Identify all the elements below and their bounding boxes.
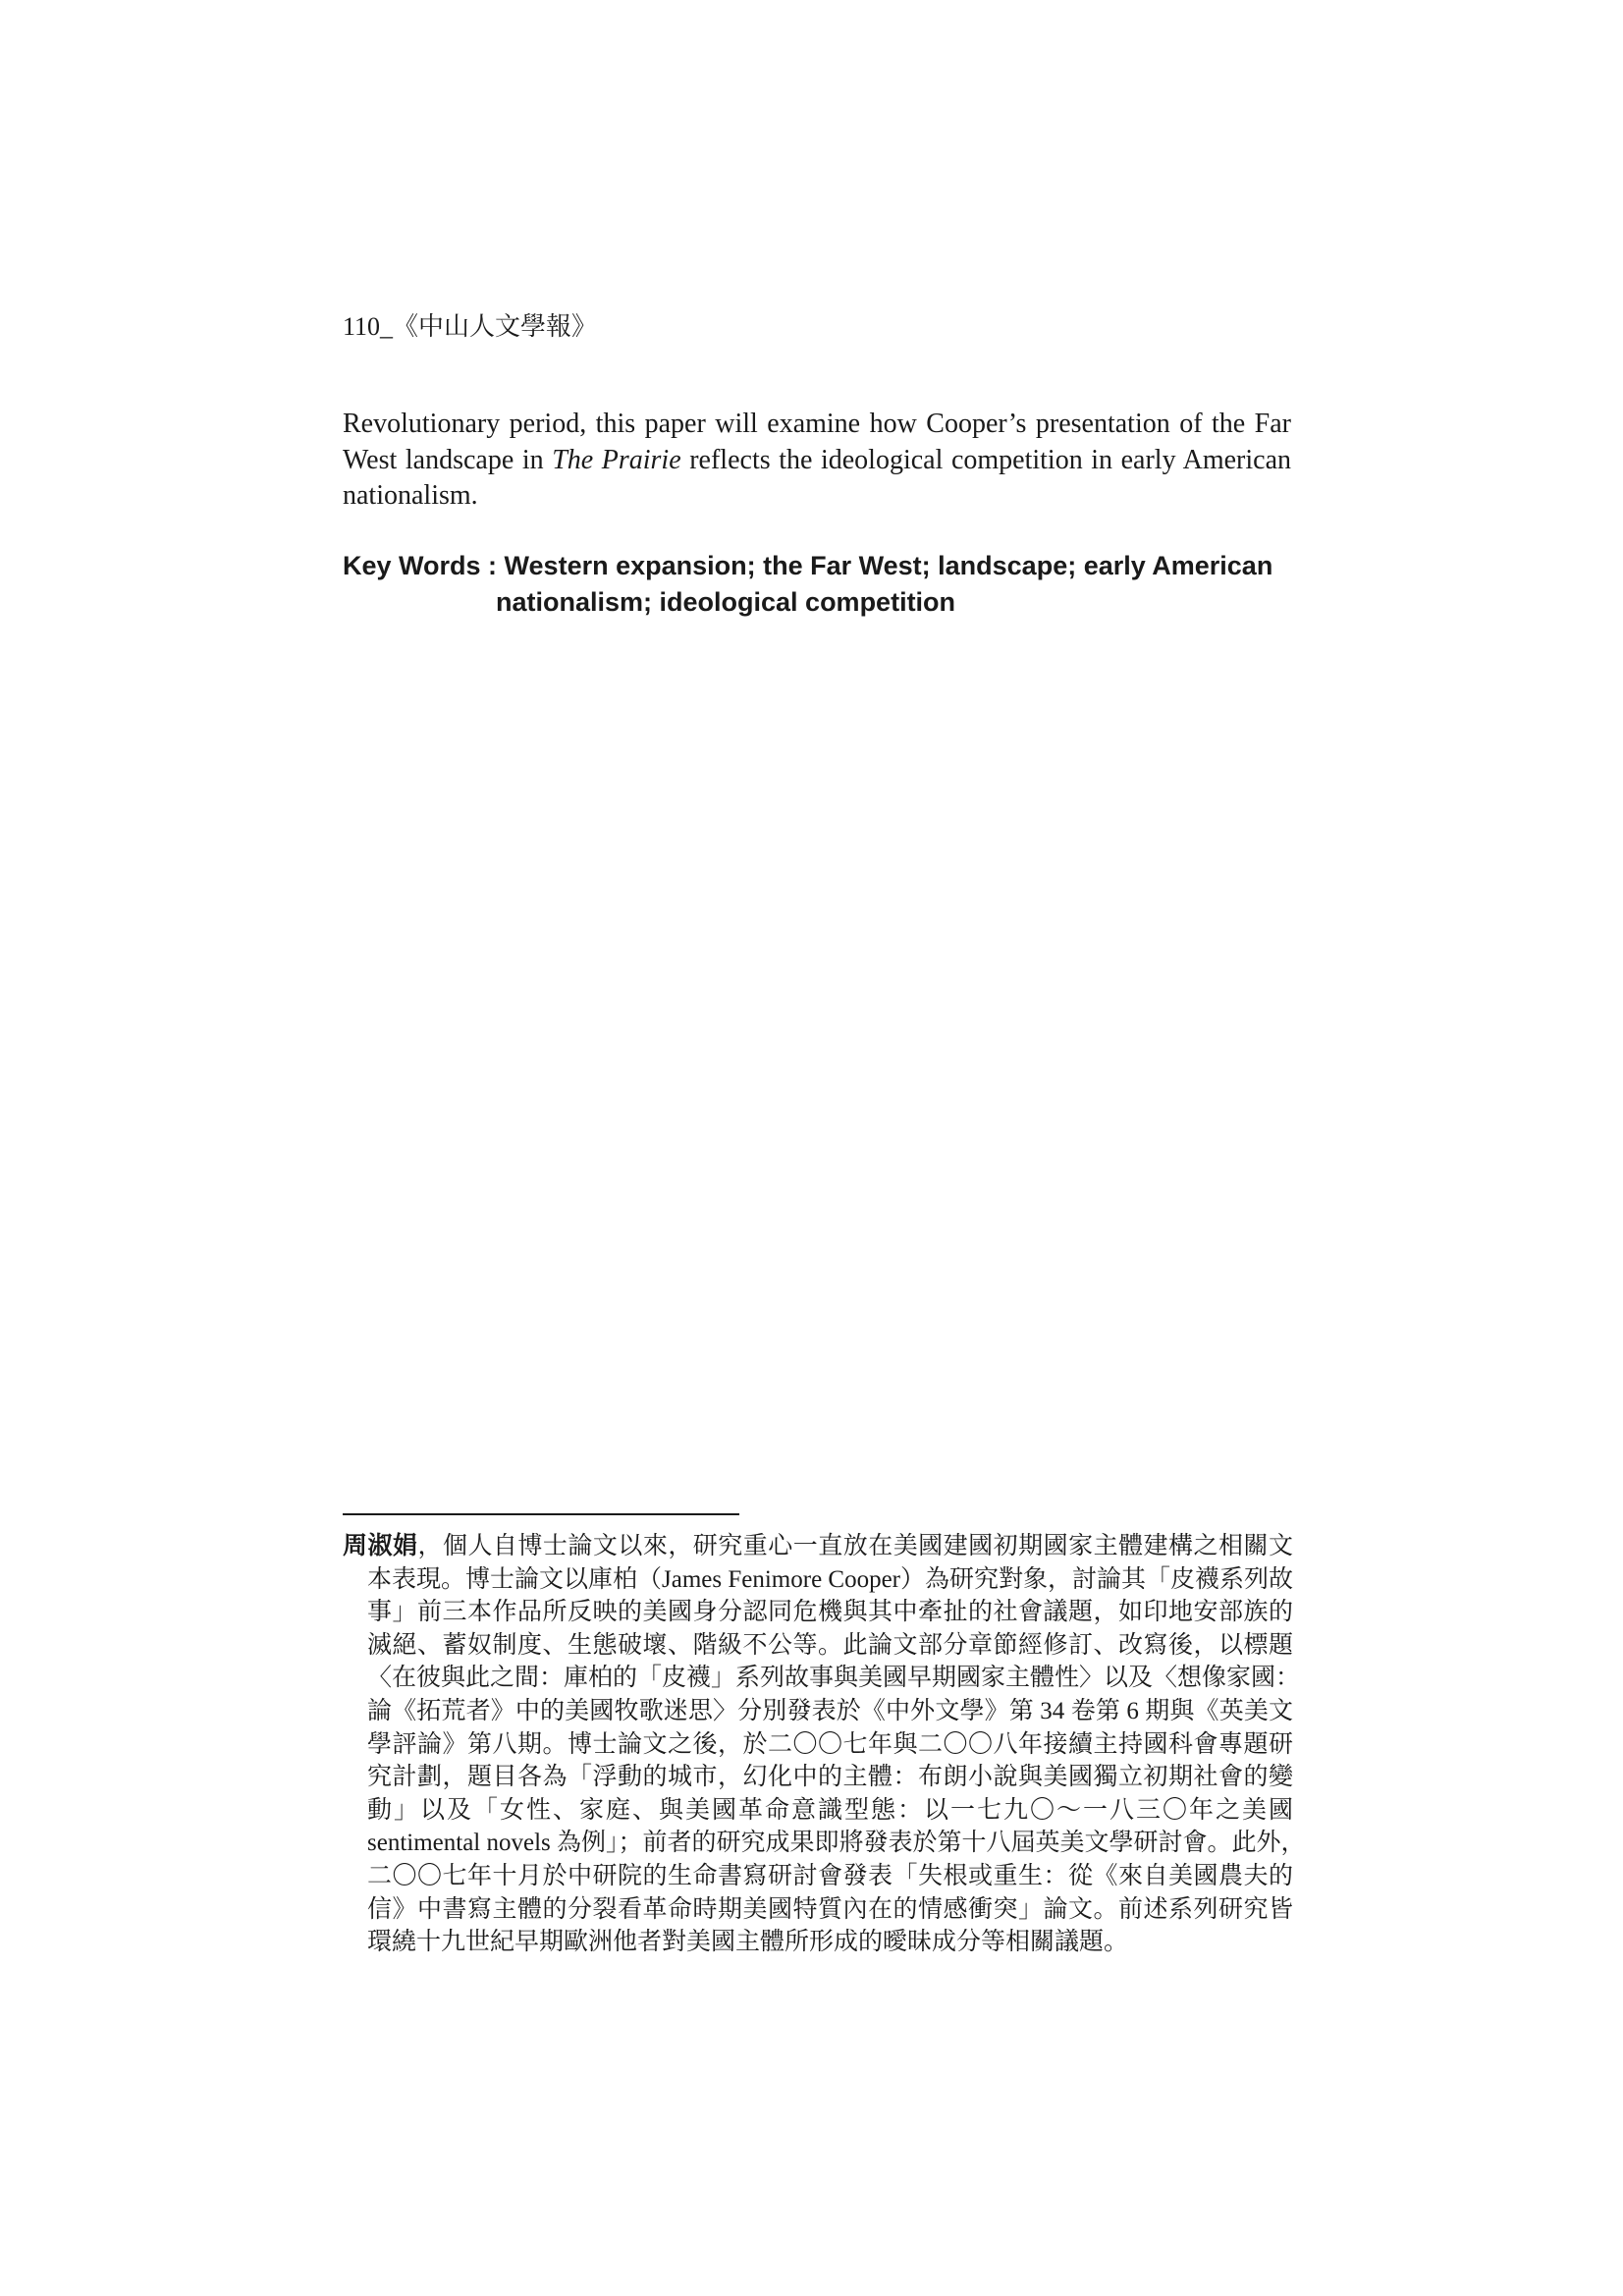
footnote-line: 動」以及「女性、家庭、與美國革命意識型態：以一七九〇～一八三〇年之美國 — [367, 1796, 1293, 1824]
footnote-line: 論《拓荒者》中的美國牧歌迷思〉分別發表於《中外文學》第 34 卷第 6 期與《英美文 — [367, 1697, 1293, 1724]
keywords-separator: : — [480, 551, 505, 580]
book-title: The Prairie — [552, 444, 681, 475]
keywords-list-part-1: Western expansion; the Far West; landscape; early American — [504, 551, 1273, 580]
footnote-line: 事」前三本作品所反映的美國身分認同危機與其中牽扯的社會議題，如印地安部族的 — [367, 1599, 1293, 1626]
footnote-first-line-text: ，個人自博士論文以來，研究重心一直放在美國建國初期國家主體建構之相關文 — [417, 1533, 1293, 1559]
footnote-line: 滅絕、蓄奴制度、生態破壞、階級不公等。此論文部分章節經修訂、改寫後，以標題 — [367, 1631, 1293, 1659]
footnote-line: 〈在彼與此之間：庫柏的「皮襪」系列故事與美國早期國家主體性〉以及〈想像家國： — [367, 1665, 1301, 1692]
footnote-divider — [343, 1513, 739, 1515]
footnote-line: 究計劃，題目各為「浮動的城市，幻化中的主體：布朗小說與美國獨立初期社會的變 — [367, 1764, 1293, 1791]
footnote-line — [343, 1530, 1293, 1563]
keywords-line-1 — [343, 548, 1305, 584]
keywords-line-2: nationalism; ideological competition — [496, 587, 956, 617]
keywords-label: Key Words — [343, 551, 481, 580]
footnote-line: 學評論》第八期。博士論文之後，於二〇〇七年與二〇〇八年接續主持國科會專題研 — [367, 1730, 1293, 1758]
abstract-continuation — [343, 407, 1291, 515]
footnote-line: 本表現。博士論文以庫柏（James Fenimore Cooper）為研究對象，討論其「皮襪系列故 — [367, 1565, 1294, 1593]
abstract-text-before: Revolutionary period, this paper will examine how Cooper’s presentation of the Far West landscape in — [343, 409, 1291, 475]
abstract-paragraph — [343, 407, 1291, 515]
footnote-line: 二〇〇七年十月於中研院的生命書寫研討會發表「失根或重生：從《來自美國農夫的 — [367, 1862, 1293, 1889]
abstract-text-after: reflects the ideological competition in early American nationalism. — [343, 444, 1291, 511]
keywords-block — [343, 548, 1305, 621]
footnote-line: 信》中書寫主體的分裂看革命時期美國特質內在的情感衝突」論文。前述系列研究皆 — [367, 1895, 1293, 1923]
footnote-author-name: 周淑娟 — [343, 1533, 418, 1559]
author-footnote — [343, 1530, 1306, 1959]
footnote-line: 環繞十九世紀早期歐洲他者對美國主體所形成的曖昧成分等相關議題。 — [367, 1929, 1129, 1956]
running-head: 110_《中山人文學報》 — [343, 312, 598, 341]
footnote-line: sentimental novels 為例」；前者的研究成果即將發表於第十八屆英美文學研討會。此外， — [367, 1830, 1306, 1857]
